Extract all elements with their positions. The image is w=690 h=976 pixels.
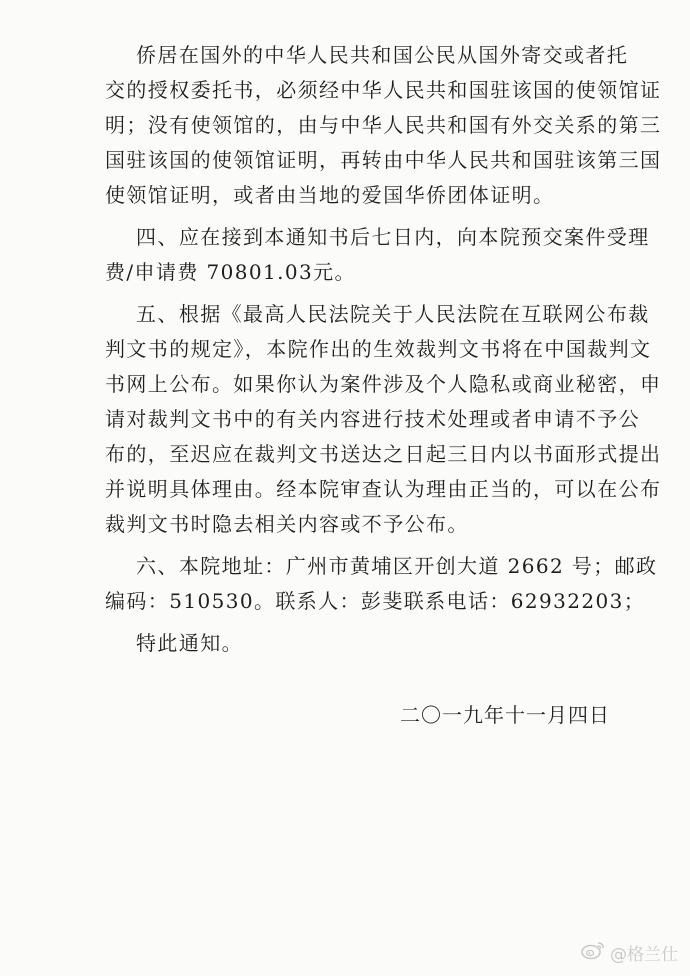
paragraph-closing [105, 626, 605, 661]
document-date: 二〇一九年十一月四日 [400, 703, 610, 727]
text-line: 判文书的规定》，本院作出的生效裁判文书将在中国裁判文 [105, 337, 652, 361]
text-line: 裁判文书时隐去相关内容或不予公布。 [105, 512, 469, 536]
text-line: 五、根据《最高人民法院关于人民法院在互联网公布裁 [105, 302, 650, 326]
text-line: 费/申请费 70801.03元。 [105, 260, 356, 284]
text-line: 六、本院地址：广州市黄埔区开创大道 2662 号；邮政 [105, 554, 658, 578]
paragraph-court-address [105, 549, 658, 619]
text-line: 请对裁判文书中的有关内容进行技术处理或者申请不予公 [105, 407, 640, 431]
document-body [105, 38, 662, 661]
text-line: 四、应在接到本通知书后七日内，向本院预交案件受理 [105, 225, 650, 249]
text-line: 交的授权委托书，必须经中华人民共和国驻该国的使领馆证 [105, 78, 662, 102]
text-line: 国驻该国的使领馆证明，再转由中华人民共和国驻该第三国 [105, 148, 662, 172]
watermark-text: @格兰仕 [610, 945, 678, 965]
text-line: 明；没有使领馆的，由与中华人民共和国有外交关系的第三 [105, 113, 662, 137]
paragraph-judgment-publication [105, 297, 662, 542]
paragraph-overseas-authorization [105, 38, 662, 213]
text-line: 编码：510530。联系人：彭斐联系电话：62932203； [105, 589, 646, 613]
paragraph-fee-notice [105, 220, 650, 290]
weibo-icon [580, 940, 606, 965]
text-line: 并说明具体理由。经本院审查认为理由正当的，可以在公布 [105, 477, 662, 501]
text-line: 使领馆证明，或者由当地的爱国华侨团体证明。 [105, 183, 555, 207]
text-line: 侨居在国外的中华人民共和国公民从国外寄交或者托 [105, 43, 629, 67]
text-line: 布的，至迟应在裁判文书送达之日起三日内以书面形式提出 [105, 442, 662, 466]
text-line: 特此通知。 [105, 631, 244, 655]
text-line: 书网上公布。如果你认为案件涉及个人隐私或商业秘密，申 [105, 372, 662, 396]
watermark [580, 940, 678, 965]
